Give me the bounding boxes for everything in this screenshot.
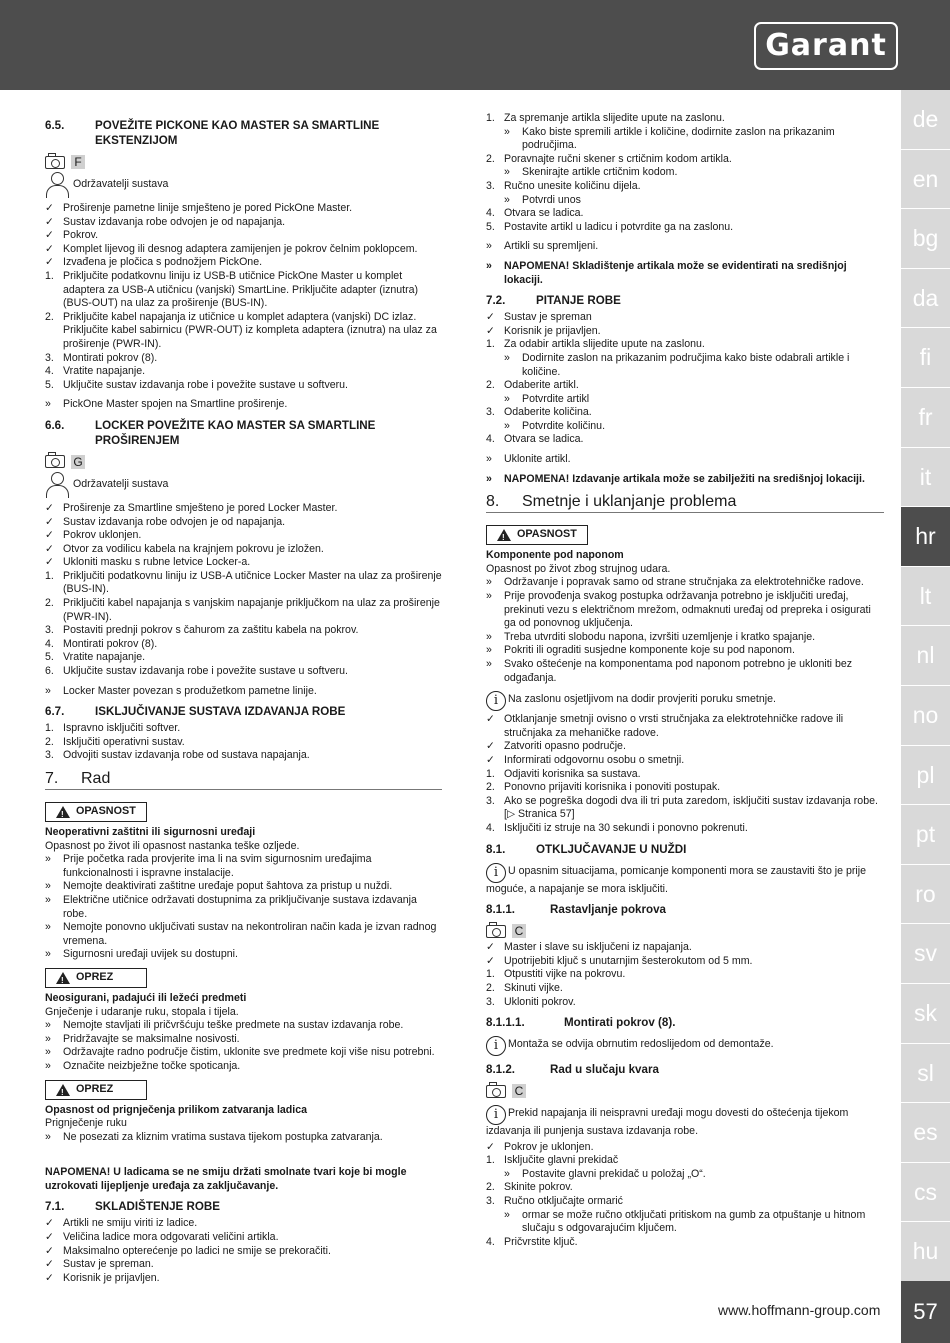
result-item: » Locker Master povezan s produžetkom pametne linije. <box>45 684 317 697</box>
section-7-1-heading: 7.1. SKLADIŠTENJE ROBE <box>45 1200 220 1214</box>
step-item: 4. Isključiti iz struje na 30 sekundi i ponovno pokrenuti. <box>486 821 748 834</box>
step-item: 1. Priključiti podatkovnu liniju iz USB-A utičnice Locker Master na ulaz za proširenje (BUS-IN). <box>45 569 442 596</box>
check-item: ✓ Pokrov uklonjen. <box>45 529 142 542</box>
language-tab-hr[interactable]: hr <box>901 507 950 567</box>
check-item: ✓ Veličina ladice mora odgovarati veličini artikla. <box>45 1231 279 1244</box>
step-item: 3. Odaberite količina. <box>486 406 592 419</box>
language-tab-da[interactable]: da <box>901 269 950 329</box>
chapter-8-heading: 8. Smetnje i uklanjanje problema <box>486 492 884 513</box>
camera-icon <box>45 455 65 468</box>
language-tab-sk[interactable]: sk <box>901 984 950 1044</box>
warning-description: Gnječenje i udaranje ruku, stopala i tijela. <box>45 1005 239 1018</box>
chapter-7-heading: 7. Rad <box>45 769 442 790</box>
language-tab-cs[interactable]: cs <box>901 1163 950 1223</box>
info-icon: i <box>486 691 506 711</box>
check-item: ✓ Zatvoriti opasno područje. <box>486 740 626 753</box>
check-item: ✓ Pokrov je uklonjen. <box>486 1140 594 1153</box>
step-item: 5. Vratite napajanje. <box>45 651 146 664</box>
left-column <box>45 112 442 1285</box>
warning-title: Opasnost od prignječenja prilikom zatvaranja ladica <box>45 1103 307 1116</box>
check-item: ✓ Komplet lijevog ili desnog adaptera zamijenjen je pokrov čelnim poklopcem. <box>45 242 418 255</box>
language-sidebar <box>901 90 950 1282</box>
check-item: ✓ Artikli ne smiju viriti iz ladice. <box>45 1217 198 1230</box>
check-item: ✓ Informirati odgovornu osobu o smetnji. <box>486 753 685 766</box>
check-item: ✓ Sustav izdavanja robe odvojen je od napajanja. <box>45 215 286 228</box>
language-tab-pt[interactable]: pt <box>901 805 950 865</box>
section-8-1-2-heading: 8.1.2. Rad u slučaju kvara <box>486 1063 659 1077</box>
warning-description: Prignječenje ruku <box>45 1117 127 1130</box>
person-icon <box>45 172 69 198</box>
language-tab-bg[interactable]: bg <box>901 209 950 269</box>
sub-step-item: » Postavite glavni prekidač u položaj „O“. <box>504 1167 706 1180</box>
check-item: ✓ Ukloniti masku s rubne letvice Locker-a. <box>45 556 251 569</box>
header-bar <box>0 0 950 90</box>
section-8-1-1-1-heading: 8.1.1.1. Montirati pokrov (8). <box>486 1016 676 1030</box>
step-item: 1. Za spremanje artikla slijedite upute na zaslonu. <box>486 112 725 124</box>
step-item: 3. Ako se pogreška dogodi dva ili tri puta zaredom, isključiti sustav izdavanja robe. [▷ Stranica 57] <box>486 794 878 821</box>
sub-step-item: » Skenirajte artikle crtičnim kodom. <box>504 166 678 179</box>
sub-step-item: » Kako biste spremili artikle i količine, dodirnite zaslon na prikazanim područjima. <box>504 125 835 152</box>
check-item: ✓ Otklanjanje smetnji ovisno o vrsti stručnjaka za elektrotehničke radove ili stručnjaka za mehaničke radove. <box>486 713 844 739</box>
language-tab-lt[interactable]: lt <box>901 567 950 627</box>
required-items-row <box>486 923 884 939</box>
warning-item: » Nemojte deaktivirati zaštitne uređaje poput šahtova za pristup u nuždi. <box>45 880 393 893</box>
info-icon: i <box>486 1036 506 1056</box>
section-7-2-heading: 7.2. PITANJE ROBE <box>486 294 621 308</box>
warning-item: » Svako oštećenje na komponentama pod naponom potrebno je ukloniti bez odgađanja. <box>486 658 853 684</box>
warning-item: » Ne posezati za kliznim vratima sustava tijekom postupka zatvaranja. <box>45 1130 383 1143</box>
language-tab-en[interactable]: en <box>901 150 950 210</box>
note-text: NAPOMENA! U ladicama se ne smiju držati smolnate tvari koje bi mogle uzrokovati lijepljenje uređaja za zaključavanje. <box>45 1166 407 1192</box>
step-item: 1. Ispravno isključiti softver. <box>45 722 181 735</box>
figure-letter: F <box>71 155 85 169</box>
section-8-1-1-heading: 8.1.1. Rastavljanje pokrova <box>486 903 666 917</box>
danger-label: ! OPASNOST <box>45 802 147 822</box>
check-item: ✓ Otvor za vodilicu kabela na krajnjem pokrovu je izložen. <box>45 542 324 555</box>
info-note: i Montaža se odvija obrnutim redoslijedom od demontaže. <box>486 1036 884 1056</box>
check-item: ✓ Sustav je spreman <box>486 311 592 324</box>
step-item: 3. Montirati pokrov (8). <box>45 351 158 364</box>
result-item: » Uklonite artikl. <box>486 453 571 466</box>
warning-triangle-icon <box>56 972 70 984</box>
info-icon: i <box>486 1105 506 1125</box>
warning-item: » Prije početka rada provjerite ima li na svim sigurnosnim uređajima funkcionalnosti i ispravne instalacije. <box>45 853 372 879</box>
language-tab-fr[interactable]: fr <box>901 388 950 448</box>
camera-icon <box>486 1085 506 1098</box>
language-tab-pl[interactable]: pl <box>901 746 950 806</box>
check-item: ✓ Korisnik je prijavljen. <box>486 324 601 337</box>
step-item: 2. Poravnajte ručni skener s crtičnim kodom artikla. <box>486 152 732 165</box>
step-item: 3. Ukloniti pokrov. <box>486 995 576 1008</box>
check-item: ✓ Proširenje pametne linije smješteno je pored PickOne Master. <box>45 202 353 214</box>
warning-triangle-icon <box>56 1084 70 1096</box>
warning-item: » Električne utičnice održavati dostupnima za priključivanje sustava izdavanja robe. <box>45 893 417 920</box>
language-tab-no[interactable]: no <box>901 686 950 746</box>
section-6-7-heading: 6.7. ISKLJUČIVANJE SUSTAVA IZDAVANJA ROBE <box>45 705 346 719</box>
step-item: 6. Uključite sustav izdavanja robe i povežite sustave u softveru. <box>45 665 348 678</box>
warning-triangle-icon <box>497 529 511 541</box>
warning-description: Opasnost po život ili opasnost nastanka teške ozljede. <box>45 839 300 852</box>
warning-item: » Označite neizbježne točke spoticanja. <box>45 1059 241 1072</box>
step-item: 2. Skinuti vijke. <box>486 981 563 994</box>
figure-letter: C <box>512 1084 526 1098</box>
step-item: 2. Isključiti operativni sustav. <box>45 735 185 748</box>
language-tab-de[interactable]: de <box>901 90 950 150</box>
check-item: ✓ Izvađena je pločica s podnožjem PickOne. <box>45 256 263 269</box>
language-tab-sl[interactable]: sl <box>901 1044 950 1104</box>
step-item: 4. Pričvrstite ključ. <box>486 1235 578 1248</box>
language-tab-it[interactable]: it <box>901 448 950 508</box>
required-items-row <box>486 1083 884 1099</box>
warning-title: Neosigurani, padajući ili ležeći predmeti <box>45 991 247 1004</box>
personnel-row: Održavatelji sustava <box>45 472 442 498</box>
result-item: » PickOne Master spojen na Smartline proširenje. <box>45 398 288 411</box>
warning-item: » Prije provođenja svakog postupka održavanja potrebno je isključiti uređaj, prekinuti vezu s električnom mrežom, odmaknuti uređaj od prepreka i osigurati ga od ponovnog uključenja. <box>486 590 871 630</box>
garant-logo: Garant <box>754 22 898 70</box>
section-6-6-heading: 6.6. LOCKER POVEŽITE KAO MASTER SA SMARTLINE PROŠIRENJEM <box>45 418 376 447</box>
step-item: 1. Isključite glavni prekidač <box>486 1154 619 1167</box>
step-item: 5. Uključite sustav izdavanja robe i povežite sustave u softveru. <box>45 378 348 391</box>
warning-title: Komponente pod naponom <box>486 549 624 562</box>
step-item: 3. Postaviti prednji pokrov s čahurom za zaštitu kabela na pokrov. <box>45 624 359 637</box>
required-items-row <box>45 154 442 170</box>
camera-icon <box>45 156 65 169</box>
step-item: 2. Odaberite artikl. <box>486 379 579 392</box>
language-tab-fi[interactable]: fi <box>901 328 950 388</box>
result-item: » Artikli su spremljeni. <box>486 240 599 253</box>
check-item: ✓ Maksimalno opterećenje po ladici ne smije se prekoračiti. <box>45 1244 331 1257</box>
check-item: ✓ Pokrov. <box>45 229 99 242</box>
step-item: 2. Ponovno prijaviti korisnika i ponoviti postupak. <box>486 781 721 794</box>
footer-url: www.hoffmann-group.com <box>718 1302 881 1318</box>
step-item: 2. Skinite pokrov. <box>486 1181 573 1194</box>
warning-item: » Sigurnosni uređaji uvijek su dostupni. <box>45 948 238 961</box>
step-item: 1. Priključite podatkovnu liniju iz USB-B utičnice PickOne Master u komplet adaptera za USB-A utičnicu (vanjski) SmartLine. Priključite adapter (iznutra) (BUS-OUT) na ulaz za proširenje (BUS-IN). <box>45 269 419 310</box>
step-item: 3. Ručno otključajte ormarić <box>486 1195 623 1208</box>
info-icon: i <box>486 863 506 883</box>
check-item: ✓ Sustav izdavanja robe odvojen je od napajanja. <box>45 515 286 528</box>
warning-item: » Pokriti ili ograditi susjedne komponente koje su pod naponom. <box>486 644 795 657</box>
person-icon <box>45 472 69 498</box>
check-item: ✓ Master i slave su isključeni iz napajanja. <box>486 941 692 954</box>
caution-label: ! OPREZ <box>45 1080 147 1100</box>
step-item: 4. Otvara se ladica. <box>486 433 584 446</box>
note-item: » NAPOMENA! Izdavanje artikala može se zabilježiti na središnjoj lokaciji. <box>486 472 865 485</box>
info-note: i Na zaslonu osjetljivom na dodir provjeriti poruku smetnje. <box>486 691 884 711</box>
step-item: 1. Otpustiti vijke na pokrovu. <box>486 968 626 981</box>
sub-step-item: » Potvrdite količinu. <box>504 419 606 432</box>
warning-item: » Nemojte ponovno uključivati sustav na nekontroliran način kada je izvan radnog vremena. <box>45 921 437 947</box>
warning-item: » Pridržavajte se maksimalne nosivosti. <box>45 1032 240 1045</box>
step-item: 3. Odvojiti sustav izdavanja robe od sustava napajanja. <box>45 749 310 762</box>
language-tab-es[interactable]: es <box>901 1103 950 1163</box>
language-tab-hu[interactable]: hu <box>901 1222 950 1282</box>
figure-letter: C <box>512 924 526 938</box>
check-item: ✓ Korisnik je prijavljen. <box>45 1271 160 1284</box>
step-item: 5. Postavite artikl u ladicu i potvrdite ga na zaslonu. <box>486 220 734 233</box>
step-item: 2. Priključite kabel napajanja iz utičnice u komplet adaptera (vanjski) DC izlaz. Priključite kabel sabirnicu (PWR-OUT) iz kompleta adaptera (iznutra) na ulaz za proširenje (PWR-IN). <box>45 310 437 350</box>
section-6-5-heading: 6.5. POVEŽITE PICKONE KAO MASTER SA SMARTLINE EKSTENZIJOM <box>45 119 380 147</box>
check-item: ✓ Upotrijebiti ključ s unutarnjim šesterokutom od 5 mm. <box>486 954 753 967</box>
sub-step-item: » Dodirnite zaslon na prikazanim područjima kako biste odabrali artikle i količine. <box>504 351 850 378</box>
check-item: ✓ Proširenje za Smartline smješteno je pored Locker Master. <box>45 501 338 514</box>
step-item: 4. Otvara se ladica. <box>486 207 584 220</box>
step-item: 4. Montirati pokrov (8). <box>45 637 158 650</box>
step-item: 4. Vratite napajanje. <box>45 365 146 378</box>
page-number: 57 <box>901 1281 950 1343</box>
language-tab-nl[interactable]: nl <box>901 626 950 686</box>
warning-description: Opasnost po život zbog strujnog udara. <box>486 562 671 575</box>
camera-icon <box>486 925 506 938</box>
language-tab-ro[interactable]: ro <box>901 865 950 925</box>
step-item: 1. Odjaviti korisnika sa sustava. <box>486 767 641 780</box>
sub-step-item: » ormar se može ručno otključati pritiskom na gumb za otpuštanje u hitnom slučaju s odgovarajućim ključem. <box>504 1208 866 1235</box>
sub-step-item: » Potvrdite artikl <box>504 392 590 405</box>
check-item: ✓ Sustav je spreman. <box>45 1258 154 1271</box>
info-note: i Prekid napajanja ili neispravni uređaji mogu dovesti do oštećenja tijekom izdavanja ili punjenja sustava izdavanja robe. <box>486 1107 849 1138</box>
warning-item: » Održavajte radno područje čistim, uklonite sve predmete koji više nisu potrebni. <box>45 1046 435 1059</box>
required-items-row <box>45 454 442 470</box>
warning-triangle-icon <box>56 806 70 818</box>
step-item: 1. Za odabir artikla slijedite upute na zaslonu. <box>486 338 705 351</box>
caution-label: ! OPREZ <box>45 968 147 988</box>
warning-item: » Treba utvrditi slobodu napona, izvršiti uzemljenje i kratko spajanje. <box>486 630 816 643</box>
note-item: » NAPOMENA! Skladištenje artikala može se evidentirati na središnjoj lokaciji. <box>486 259 847 286</box>
warning-item: » Održavanje i popravak samo od strane stručnjaka za elektrotehničke radove. <box>486 576 864 589</box>
right-column <box>486 112 884 1249</box>
sub-step-item: » Potvrdi unos <box>504 193 581 206</box>
danger-label: ! OPASNOST <box>486 525 588 545</box>
figure-letter: G <box>71 455 85 469</box>
step-item: 3. Ručno unesite količinu dijela. <box>486 179 641 192</box>
section-8-1-heading: 8.1. OTKLJUČAVANJE U NUŽDI <box>486 842 687 856</box>
language-tab-sv[interactable]: sv <box>901 924 950 984</box>
warning-item: » Nemojte stavljati ili pričvršćuju teške predmete na sustav izdavanja robe. <box>45 1019 404 1032</box>
personnel-row: Održavatelji sustava <box>45 172 442 198</box>
step-item: 2. Priključiti kabel napajanja s vanjskim napajanje priključkom na ulaz za proširenje (PWR-IN). <box>45 597 440 623</box>
warning-title: Neoperativni zaštitni ili sigurnosni uređaji <box>45 826 256 838</box>
info-note: i U opasnim situacijama, pomicanje komponenti mora se zaustaviti što je prije moguće, a napajanje se mora isključiti. <box>486 864 866 895</box>
